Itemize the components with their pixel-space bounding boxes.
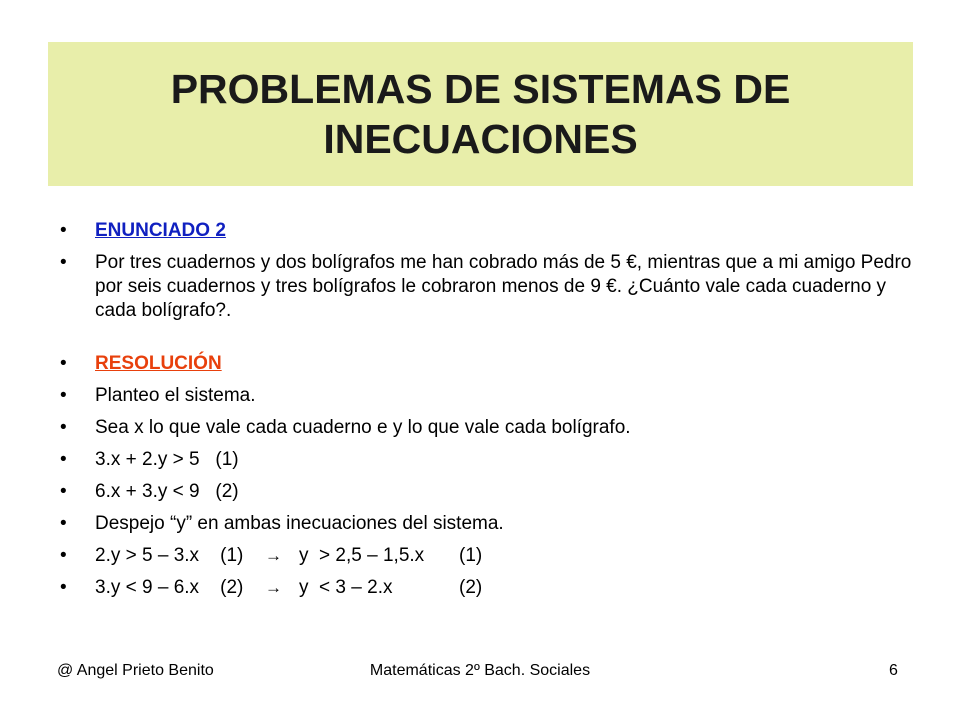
derivation-left: 2.y > 5 – 3.x (1) — [95, 545, 244, 566]
inequality-1-text: 3.x + 2.y > 5 (1) — [95, 449, 239, 470]
derivation-number: (1) — [459, 545, 483, 566]
derivation-left: 3.y < 9 – 6.x (2) — [95, 577, 244, 598]
resolution-line-text: Sea x lo que vale cada cuaderno e y lo que vale cada bolígrafo. — [95, 417, 631, 438]
bullet-icon: • — [60, 577, 67, 598]
derivation-row-2 — [60, 576, 920, 600]
slide-content — [60, 219, 920, 608]
derivation-right: y < 3 – 2.x — [299, 577, 393, 598]
bullet-icon: • — [60, 449, 67, 470]
inequality-1 — [60, 448, 920, 472]
statement-text-item — [60, 251, 920, 323]
bullet-icon: • — [60, 481, 67, 502]
bullet-icon: • — [60, 417, 67, 438]
derivation-right: y > 2,5 – 1,5.x — [299, 545, 425, 566]
inequality-2-text: 6.x + 3.y < 9 (2) — [95, 481, 239, 502]
resolution-line — [60, 512, 920, 536]
statement-heading-item — [60, 219, 920, 243]
bullet-icon: • — [60, 252, 67, 273]
bullet-icon: • — [60, 220, 67, 241]
resolution-heading-item — [60, 352, 920, 376]
footer-author: @ Angel Prieto Benito — [57, 662, 214, 679]
right-arrow-icon: → — [265, 546, 282, 565]
title-banner — [48, 42, 913, 186]
bullet-icon: • — [60, 353, 67, 374]
statement-text: Por tres cuadernos y dos bolígrafos me han cobrado más de 5 €, mientras que a mi amigo Pedro por seis cuadernos y tres bolígrafos le cobraron menos de 9 €. ¿Cuánto vale cada cuaderno y cada bolígrafo?. — [95, 252, 912, 321]
derivation-row-1 — [60, 544, 920, 568]
footer-course: Matemáticas 2º Bach. Sociales — [369, 662, 591, 679]
resolution-line — [60, 384, 920, 408]
page-number: 6 — [889, 662, 898, 679]
bullet-icon: • — [60, 385, 67, 406]
inequality-2 — [60, 480, 920, 504]
resolution-line — [60, 416, 920, 440]
resolution-line-text: Despejo “y” en ambas inecuaciones del sistema. — [95, 513, 504, 534]
resolution-line-text: Planteo el sistema. — [95, 385, 256, 406]
slide-title-line-1: PROBLEMAS DE SISTEMAS DE — [170, 66, 791, 112]
resolution-heading: RESOLUCIÓN — [95, 353, 222, 374]
slide-title-line-2: INECUACIONES — [323, 116, 638, 162]
derivation-number: (2) — [459, 577, 483, 598]
bullet-icon: • — [60, 513, 67, 534]
right-arrow-icon: → — [265, 578, 282, 597]
bullet-icon: • — [60, 545, 67, 566]
statement-heading: ENUNCIADO 2 — [95, 220, 226, 241]
